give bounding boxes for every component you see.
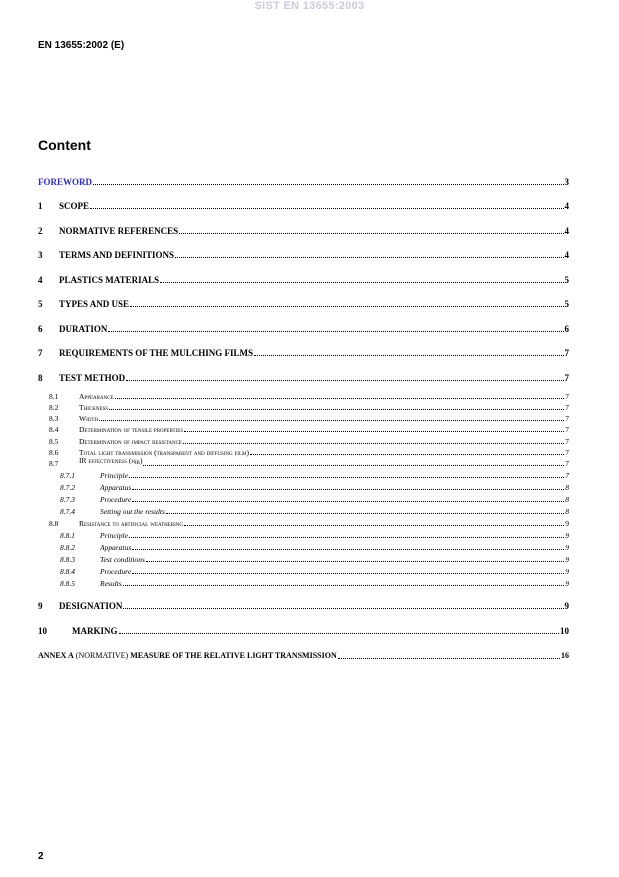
toc-entry-appearance[interactable] <box>49 391 569 402</box>
toc-title: Results <box>100 579 122 588</box>
toc-number: 8.6 <box>49 448 59 457</box>
dot-leader <box>338 657 560 659</box>
toc-page: 9 <box>565 531 569 540</box>
toc-number: 6 <box>38 324 43 334</box>
toc-title: Procedure <box>100 495 132 504</box>
toc-entry-principle[interactable] <box>60 470 569 481</box>
toc-page: 7 <box>565 403 569 412</box>
toc-page: 16 <box>561 651 569 660</box>
toc-number: 4 <box>38 275 43 285</box>
content-heading: Content <box>38 137 91 153</box>
toc-entry-principle-2[interactable] <box>60 530 569 541</box>
toc-entry-normative-references[interactable] <box>38 225 569 237</box>
dot-leader <box>99 419 564 421</box>
toc-entry-designation[interactable] <box>38 600 569 612</box>
toc-page: 7 <box>565 459 569 468</box>
dot-leader <box>119 632 560 634</box>
dot-leader <box>143 464 564 466</box>
dot-leader <box>115 397 565 399</box>
toc-page: 7 <box>565 425 569 434</box>
toc-entry-duration[interactable] <box>38 323 569 335</box>
toc-number: 8.8 <box>49 519 59 528</box>
toc-entry-foreword[interactable] <box>38 176 569 188</box>
toc-title: PLASTICS MATERIALS <box>59 275 160 285</box>
toc-number: 7 <box>38 348 43 358</box>
toc-page: 10 <box>560 626 569 636</box>
toc-entry-width[interactable] <box>49 413 569 424</box>
toc-title-subscript: IR <box>134 461 140 466</box>
dot-leader <box>123 584 565 586</box>
toc-page: 8 <box>565 507 569 516</box>
toc-title: TEST METHOD <box>59 373 126 383</box>
toc-number: 3 <box>38 250 43 260</box>
dot-leader <box>109 408 564 410</box>
toc-page: 4 <box>564 201 569 211</box>
toc-number: 8.7.2 <box>60 483 75 492</box>
dot-leader <box>93 183 564 185</box>
annex-label: ANNEX A <box>38 651 74 660</box>
toc-entry-ir-effectiveness[interactable] <box>49 458 569 469</box>
toc-page: 8 <box>565 495 569 504</box>
dot-leader <box>130 305 563 307</box>
toc-number: 8.8.2 <box>60 543 75 552</box>
toc-page: 5 <box>564 275 569 285</box>
toc-page: 7 <box>565 448 569 457</box>
toc-entry-results[interactable] <box>60 578 569 589</box>
toc-number: 8.5 <box>49 437 59 446</box>
dot-leader <box>184 430 564 432</box>
dot-leader <box>166 512 564 514</box>
toc-number: 2 <box>38 226 43 236</box>
toc-number: 8.7.4 <box>60 507 75 516</box>
toc-page: 9 <box>564 601 569 611</box>
dot-leader <box>132 572 564 574</box>
toc-number: 8.8.5 <box>60 579 75 588</box>
toc-title: SCOPE <box>59 201 90 211</box>
toc-number: 8.8.4 <box>60 567 75 576</box>
toc-title: FOREWORD <box>38 177 92 187</box>
toc-page: 4 <box>564 250 569 260</box>
dot-leader <box>179 232 563 234</box>
toc-entry-test-conditions[interactable] <box>60 554 569 565</box>
toc-title <box>79 455 142 469</box>
toc-page: 7 <box>564 348 569 358</box>
toc-page: 9 <box>565 567 569 576</box>
dot-leader <box>160 281 563 283</box>
toc-number: 1 <box>38 201 43 211</box>
toc-entry-scope[interactable] <box>38 200 569 212</box>
toc-entry-thickness[interactable] <box>49 402 569 413</box>
toc-number: 8.4 <box>49 425 59 434</box>
toc-entry-annex-a[interactable] <box>38 650 569 662</box>
toc-title: Apparatus <box>100 543 132 552</box>
toc-title: Apparatus <box>100 483 132 492</box>
toc-title: Resistance to artificial weathering <box>79 519 183 528</box>
toc-title: Determination of tensile properties <box>79 425 184 434</box>
toc-entry-apparatus[interactable] <box>60 482 569 493</box>
toc-page: 4 <box>564 226 569 236</box>
watermark: SIST EN 13655:2003 <box>254 0 365 12</box>
dot-leader <box>175 256 563 258</box>
dot-leader <box>108 330 563 332</box>
toc-title: NORMATIVE REFERENCES <box>59 226 179 236</box>
toc-title: Procedure <box>100 567 132 576</box>
toc-title: Test conditions <box>100 555 145 564</box>
page-number: 2 <box>38 851 44 862</box>
toc-page: 9 <box>565 579 569 588</box>
toc-entry-test-method[interactable] <box>38 372 569 384</box>
toc-page: 3 <box>564 177 569 187</box>
toc-entry-tensile-properties[interactable] <box>49 424 569 435</box>
toc-entry-requirements[interactable] <box>38 347 569 359</box>
toc-page: 7 <box>565 471 569 480</box>
toc-number: 8.7.3 <box>60 495 75 504</box>
toc-number: 8.7 <box>49 459 59 468</box>
toc-number: 9 <box>38 601 43 611</box>
toc-number: 8.8.1 <box>60 531 75 540</box>
toc-entry-procedure-2[interactable] <box>60 566 569 577</box>
toc-number: 8 <box>38 373 43 383</box>
dot-leader <box>254 354 563 356</box>
toc-title: DESIGNATION <box>59 601 123 611</box>
toc-page: 9 <box>565 519 569 528</box>
dot-leader <box>129 536 564 538</box>
toc-page: 7 <box>565 392 569 401</box>
toc-title-close: ) <box>139 456 143 465</box>
toc-number: 8.3 <box>49 414 59 423</box>
dot-leader <box>146 560 564 562</box>
document-id: EN 13655:2002 (E) <box>38 40 125 51</box>
toc-title: TYPES AND USE <box>59 299 130 309</box>
toc-entry-apparatus-2[interactable] <box>60 542 569 553</box>
dot-leader <box>123 607 563 609</box>
toc-number: 10 <box>38 626 47 636</box>
toc-title: Thickness <box>79 403 109 412</box>
toc-number: 8.8.3 <box>60 555 75 564</box>
toc-entry-impact-resistance[interactable] <box>49 436 569 447</box>
dot-leader <box>129 476 564 478</box>
toc-title: DURATION <box>59 324 108 334</box>
dot-leader <box>250 453 564 455</box>
annex-normative: (NORMATIVE) <box>75 651 129 660</box>
toc-page: 7 <box>565 414 569 423</box>
toc-title-main: IR effectiveness (η <box>79 456 135 465</box>
toc-entry-types-and-use[interactable] <box>38 298 569 310</box>
toc-title: Total light transmission (transparent and diffusing film) <box>79 448 249 457</box>
dot-leader <box>132 548 564 550</box>
toc-entry-marking[interactable] <box>38 625 569 637</box>
toc-page: 7 <box>565 437 569 446</box>
toc-page: 7 <box>564 373 569 383</box>
dot-leader <box>184 524 564 526</box>
toc-number: 8.1 <box>49 392 59 401</box>
toc-title <box>38 650 337 662</box>
toc-title: REQUIREMENTS OF THE MULCHING FILMS <box>59 348 254 358</box>
toc-title: Principle <box>100 531 128 540</box>
toc-title: Setting out the results <box>100 507 165 516</box>
toc-page: 8 <box>565 483 569 492</box>
dot-leader <box>126 379 563 381</box>
toc-title: Width <box>79 414 99 423</box>
toc-page: 6 <box>564 324 569 334</box>
toc-entry-terms-and-definitions[interactable] <box>38 249 569 261</box>
dot-leader <box>132 488 564 490</box>
toc-page: 5 <box>564 299 569 309</box>
toc-number: 5 <box>38 299 43 309</box>
toc-entry-setting-out-results[interactable] <box>60 506 569 517</box>
toc-number: 8.7.1 <box>60 471 75 480</box>
dot-leader <box>183 442 564 444</box>
toc-page: 9 <box>565 555 569 564</box>
toc-title: Principle <box>100 471 128 480</box>
toc-page: 9 <box>565 543 569 552</box>
toc-entry-artificial-weathering[interactable] <box>49 518 569 529</box>
dot-leader <box>90 207 563 209</box>
toc-entry-procedure[interactable] <box>60 494 569 505</box>
toc-title: Appearance <box>79 392 114 401</box>
toc-title: MARKING <box>72 626 118 636</box>
toc-entry-plastics-materials[interactable] <box>38 274 569 286</box>
dot-leader <box>132 500 564 502</box>
toc-title: Determination of impact resistance <box>79 437 182 446</box>
toc-title: TERMS AND DEFINITIONS <box>59 250 175 260</box>
annex-title: MEASURE OF THE RELATIVE LIGHT TRANSMISSION <box>130 651 337 660</box>
toc-number: 8.2 <box>49 403 59 412</box>
